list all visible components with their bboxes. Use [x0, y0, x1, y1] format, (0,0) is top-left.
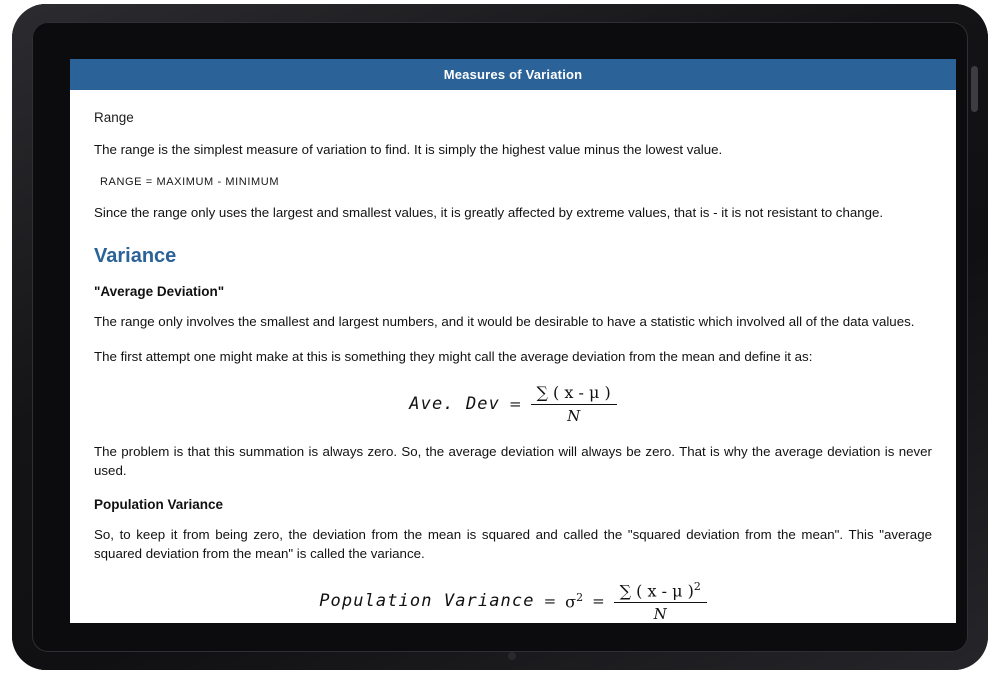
formula-avg-dev-fraction — [531, 383, 617, 426]
formula-avg-dev-denominator: N — [567, 407, 581, 425]
formula-avg-dev-lhs: Ave. Dev — [409, 393, 500, 414]
document-titlebar — [70, 59, 956, 90]
sigma-symbol: σ — [565, 592, 577, 612]
paragraph-avg-dev-2: The first attempt one might make at this is something they might call the average deviation from the mean and define it as: — [94, 348, 813, 364]
paragraph-range-note: Since the range only uses the largest and smallest values, it is greatly affected by extreme values, that is - it is not resistant to change. — [94, 204, 884, 220]
formula-population-variance — [94, 580, 932, 624]
formula-pop-var-numerator-wrap — [614, 580, 707, 602]
sigma-exponent: 2 — [576, 591, 584, 605]
heading-range: Range — [94, 110, 134, 125]
paragraph-avg-dev-1: The range only involves the smallest and largest numbers, and it would be desirable to have a statistic which involved all of the data values. — [94, 313, 915, 329]
screen-content — [70, 59, 956, 623]
formula-average-deviation — [94, 383, 932, 426]
formula-range: RANGE = MAXIMUM - MINIMUM — [100, 175, 280, 188]
paragraph-avg-dev-3: The problem is that this summation is always zero. So, the average deviation will always be zero. That is why the average deviation is never used. — [94, 444, 932, 478]
side-speaker-grille — [971, 66, 978, 112]
page-title: Measures of Variation — [443, 67, 583, 82]
formula-pop-var-sigma-symbol — [565, 591, 583, 611]
tablet-device — [12, 4, 988, 670]
paragraph-population-variance: So, to keep it from being zero, the deviation from the mean is squared and called the "squared deviation from the mean". This "average squared deviation from the mean" is called the variance. — [94, 526, 932, 561]
formula-pop-var-equals-2: = — [592, 592, 605, 611]
formula-pop-var-fraction — [614, 580, 707, 624]
formula-pop-var-equals-1: = — [543, 592, 557, 611]
formula-pop-var-denominator: N — [653, 605, 667, 623]
formula-pop-var-lhs: Population Variance — [319, 591, 535, 612]
heading-population-variance: Population Variance — [94, 496, 224, 512]
heading-variance: Variance — [94, 244, 177, 267]
paragraph-range-definition: The range is the simplest measure of variation to find. It is simply the highest value minus the lowest value. — [94, 142, 723, 157]
formula-pop-var-numerator-exponent: 2 — [693, 579, 701, 593]
document-body — [70, 90, 956, 623]
home-indicator — [508, 652, 516, 660]
formula-avg-dev-equals: = — [508, 394, 522, 413]
heading-average-deviation: "Average Deviation" — [94, 283, 225, 299]
formula-pop-var-numerator: ∑ ( x - μ ) — [619, 580, 694, 600]
formula-avg-dev-numerator: ∑ ( x - μ ) — [536, 382, 611, 402]
